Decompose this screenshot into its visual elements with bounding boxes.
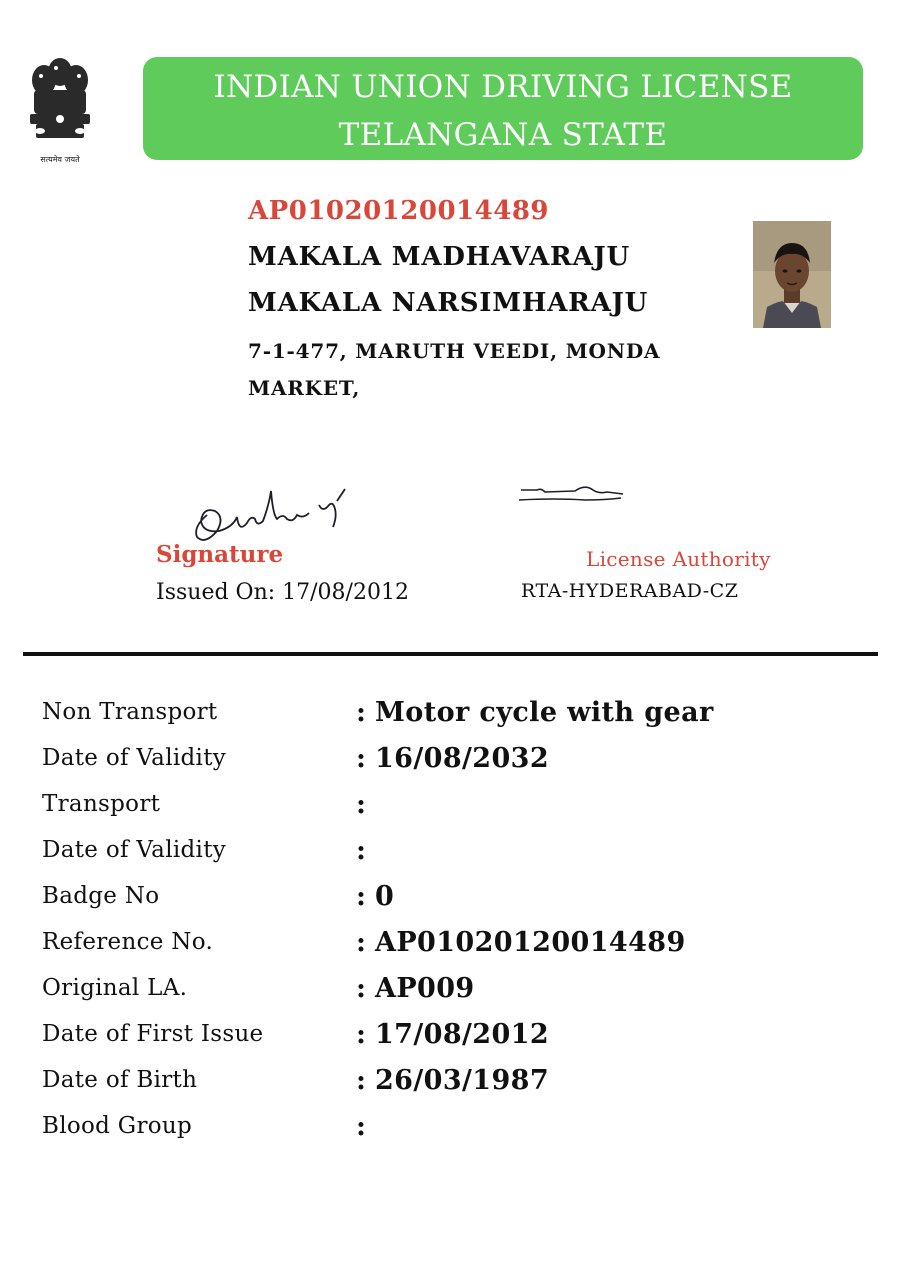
detail-row-badge-no — [42, 881, 862, 927]
detail-colon: : — [356, 973, 366, 1004]
header-state: TELANGANA STATE — [338, 117, 668, 153]
issued-on: Issued On: 17/08/2012 — [156, 580, 409, 605]
detail-row-validity-transport — [42, 835, 862, 881]
detail-label: Date of Birth — [42, 1067, 198, 1093]
detail-row-reference-no — [42, 927, 862, 973]
detail-value: AP009 — [375, 973, 475, 1004]
detail-row-original-la — [42, 973, 862, 1019]
header-title: INDIAN UNION DRIVING LICENSE — [213, 69, 793, 105]
detail-label: Date of First Issue — [42, 1021, 264, 1047]
emblem — [20, 50, 100, 170]
license-number: AP01020120014489 — [248, 196, 549, 226]
detail-label: Transport — [42, 791, 161, 817]
detail-colon: : — [356, 927, 366, 958]
detail-colon: : — [356, 697, 366, 728]
father-name: MAKALA NARSIMHARAJU — [248, 288, 649, 318]
detail-colon: : — [356, 881, 366, 912]
detail-value: 26/03/1987 — [375, 1065, 550, 1096]
detail-value: AP01020120014489 — [375, 927, 686, 958]
detail-colon: : — [356, 743, 366, 774]
detail-value: 17/08/2012 — [375, 1019, 550, 1050]
detail-label: Non Transport — [42, 699, 218, 725]
detail-label: Date of Validity — [42, 837, 227, 863]
detail-row-blood-group — [42, 1111, 862, 1157]
divider — [23, 652, 878, 656]
detail-row-validity-non-transport — [42, 743, 862, 789]
detail-colon: : — [356, 1019, 366, 1050]
emblem-motto: सत्यमेव जयते — [40, 155, 80, 164]
detail-colon: : — [356, 789, 366, 820]
authority-signature-scribble — [515, 478, 630, 508]
holder-name: MAKALA MADHAVARAJU — [248, 242, 631, 272]
holder-photo — [753, 221, 831, 328]
detail-label: Blood Group — [42, 1113, 193, 1139]
detail-row-first-issue — [42, 1019, 862, 1065]
detail-colon: : — [356, 1065, 366, 1096]
license-authority-office: RTA-HYDERABAD-CZ — [521, 580, 739, 602]
detail-row-date-of-birth — [42, 1065, 862, 1111]
license-authority-label: License Authority — [586, 547, 771, 571]
detail-label: Badge No — [42, 883, 160, 909]
detail-label: Reference No. — [42, 929, 214, 955]
detail-row-transport — [42, 789, 862, 835]
holder-address: 7-1-477, MARUTH VEEDI, MONDA MARKET, — [248, 339, 661, 400]
signature-label: Signature — [156, 541, 284, 568]
detail-value: Motor cycle with gear — [375, 697, 714, 728]
license-details — [42, 697, 862, 1157]
detail-row-non-transport — [42, 697, 862, 743]
ashoka-emblem-icon — [20, 50, 100, 154]
detail-label: Original LA. — [42, 975, 188, 1001]
detail-colon: : — [356, 835, 366, 866]
detail-label: Date of Validity — [42, 745, 227, 771]
detail-value: 0 — [375, 881, 395, 912]
detail-value: 16/08/2032 — [375, 743, 550, 774]
detail-colon: : — [356, 1111, 366, 1142]
header-banner — [143, 57, 863, 160]
